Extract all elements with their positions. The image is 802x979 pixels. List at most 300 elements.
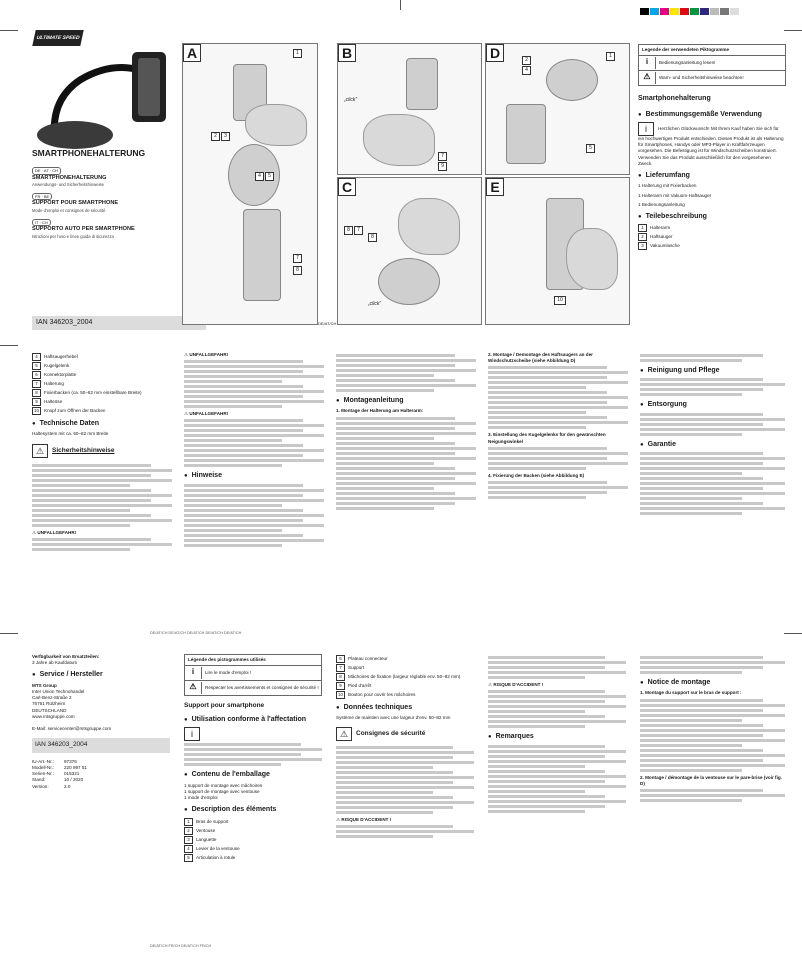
suction-cup-shape bbox=[37, 121, 113, 149]
text-line bbox=[32, 494, 172, 497]
text-line bbox=[488, 406, 628, 409]
text-line bbox=[184, 763, 281, 766]
holder-jaw-shape bbox=[138, 58, 160, 116]
fr-use-text bbox=[184, 727, 322, 741]
parts-number: 3 bbox=[184, 836, 193, 844]
text-line bbox=[336, 437, 434, 440]
parts-label: Haftsaugerhebel bbox=[44, 353, 78, 359]
text-line bbox=[640, 714, 785, 717]
cover-fr-title: SUPPORT POUR SMARTPHONE bbox=[32, 200, 119, 207]
meta-key: IU-Art.-Nr.: bbox=[32, 758, 54, 764]
text-line bbox=[184, 743, 301, 746]
text-line bbox=[640, 671, 742, 674]
text-line bbox=[336, 766, 433, 769]
suction-cup-illustration bbox=[378, 258, 440, 305]
fr-scope-heading: ● Contenu de l'emballage bbox=[184, 770, 322, 779]
text-line bbox=[184, 464, 282, 467]
text-line bbox=[488, 391, 607, 394]
text-line bbox=[640, 789, 763, 792]
text-line bbox=[488, 790, 585, 793]
parts-label: Fixierbacken (ca. 50–82 mm einstellbare Breite) bbox=[44, 389, 142, 395]
de-column-3 bbox=[336, 352, 476, 512]
text-line bbox=[184, 514, 324, 517]
text-line bbox=[336, 432, 476, 435]
text-line bbox=[640, 502, 763, 505]
meta-value: 220 997 51 bbox=[64, 765, 87, 771]
parts-item bbox=[32, 389, 172, 397]
text-line bbox=[488, 386, 586, 389]
parts-item bbox=[32, 371, 172, 379]
text-line bbox=[488, 810, 585, 813]
de-warranty-heading: ● Garantie bbox=[640, 440, 785, 449]
fr-column-3 bbox=[336, 654, 474, 840]
text-line bbox=[184, 375, 324, 378]
parts-item bbox=[336, 655, 474, 663]
text-line bbox=[336, 801, 474, 804]
text-line bbox=[640, 749, 763, 752]
fr-ian-band bbox=[32, 738, 170, 753]
text-line bbox=[640, 477, 763, 480]
callout-10: 10 bbox=[554, 296, 566, 305]
figure-c-click: „click“ bbox=[368, 301, 382, 307]
text-line bbox=[640, 719, 742, 722]
text-line bbox=[336, 497, 476, 500]
callout-7: 7 bbox=[438, 152, 447, 161]
legend-text: Respecter les avertissements et consignes de sécurité ! bbox=[205, 685, 319, 691]
text-line bbox=[336, 389, 434, 392]
text-line bbox=[640, 354, 763, 357]
text-line bbox=[488, 467, 586, 470]
text-line bbox=[488, 491, 607, 494]
parts-number: 1 bbox=[184, 818, 193, 826]
parts-item bbox=[184, 845, 322, 853]
text-line bbox=[184, 519, 303, 522]
spare-title: Verfügbarkeit von Ersatzteilen: bbox=[32, 654, 100, 659]
meta-value: 97376 bbox=[64, 758, 77, 764]
cover-de-title: SMARTPHONEHALTERUNG bbox=[32, 174, 107, 181]
figure-d bbox=[485, 43, 630, 175]
text-line bbox=[488, 715, 605, 718]
parts-item bbox=[638, 233, 786, 241]
legend-text: Lire le mode d'emploi ! bbox=[205, 670, 252, 676]
parts-label: Halterarm bbox=[650, 225, 671, 231]
text-line bbox=[184, 758, 322, 761]
text-line bbox=[184, 390, 324, 393]
text-line bbox=[640, 462, 763, 465]
parts-number: 6 bbox=[32, 371, 41, 379]
de-mount-step-2: 2. Montage / Demontage des Haftsaugers an der Windschutzscheibe (siehe Abbildung D) bbox=[488, 352, 593, 364]
product-photo bbox=[30, 40, 180, 155]
text-line bbox=[488, 452, 628, 455]
de-use-heading: ● Bestimmungsgemäße Verwendung bbox=[638, 110, 786, 119]
text-line bbox=[488, 770, 605, 773]
figure-b-click: „click“ bbox=[344, 97, 358, 103]
meta-value: 10 / 2020 bbox=[64, 777, 84, 783]
figure-d-label: D bbox=[486, 44, 504, 62]
parts-number: 9 bbox=[32, 398, 41, 406]
parts-item bbox=[638, 224, 786, 232]
crop-mark bbox=[0, 30, 18, 31]
text-line bbox=[640, 754, 785, 757]
text-line bbox=[488, 785, 626, 788]
text-line bbox=[336, 442, 455, 445]
text-line bbox=[336, 457, 476, 460]
de-product-title: Smartphonehalterung bbox=[638, 95, 711, 103]
email-link[interactable]: E-Mail: servicecenter@mtsgruppe.com bbox=[32, 725, 112, 731]
text-line bbox=[336, 806, 453, 809]
text-line bbox=[640, 428, 785, 431]
address-line: 76761 Rülzheim bbox=[32, 701, 66, 707]
callout-8: 8 bbox=[293, 266, 302, 275]
fr-mount-step-1: 1. Montage du support sur le bras de support : bbox=[640, 690, 742, 696]
hand-illustration bbox=[363, 114, 435, 166]
text-line bbox=[184, 748, 322, 751]
parts-item bbox=[184, 836, 322, 844]
text-line bbox=[184, 499, 324, 502]
holder-illustration bbox=[406, 58, 438, 110]
figure-e bbox=[485, 177, 630, 325]
parts-item bbox=[336, 691, 474, 699]
text-line bbox=[640, 759, 763, 762]
text-line bbox=[184, 370, 303, 373]
holder-closeup-illustration bbox=[243, 209, 281, 301]
text-line bbox=[640, 359, 742, 362]
text-line bbox=[640, 472, 742, 475]
warning-icon: ⚠ bbox=[185, 682, 202, 694]
swatch-gray-dark bbox=[720, 8, 729, 15]
de-parts-heading: ● Teilebeschreibung bbox=[638, 212, 786, 221]
de-parts-list bbox=[638, 224, 786, 250]
suction-cup-illustration bbox=[546, 59, 598, 101]
text-line bbox=[336, 417, 455, 420]
text-line bbox=[640, 704, 785, 707]
fr-danger-label: RISQUE D'ACCIDENT ! bbox=[341, 816, 392, 822]
de-safety-heading-row bbox=[32, 444, 172, 458]
text-line bbox=[336, 835, 433, 838]
hand-illustration bbox=[245, 104, 307, 146]
parts-label: Pied d'arrêt bbox=[348, 682, 372, 688]
figure-b bbox=[337, 43, 482, 175]
fr-legend bbox=[184, 654, 322, 696]
text-line bbox=[336, 472, 476, 475]
text-line bbox=[32, 464, 151, 467]
parts-item bbox=[32, 353, 172, 361]
text-line bbox=[184, 459, 324, 462]
fr-column-1 bbox=[32, 654, 170, 790]
text-line bbox=[336, 462, 434, 465]
parts-label: Articulation à rotule bbox=[196, 854, 236, 860]
fr-mount-step-2: 2. Montage / démontage de la ventouse sur le pare-brise (voir fig. D) bbox=[640, 774, 782, 786]
text-line bbox=[640, 452, 763, 455]
text-line bbox=[184, 419, 303, 422]
swatch-gray-light bbox=[730, 8, 739, 15]
text-line bbox=[336, 374, 434, 377]
text-line bbox=[488, 666, 605, 669]
text-line bbox=[640, 433, 742, 436]
cover-it-title: SUPPORTO AUTO PER SMARTPHONE bbox=[32, 226, 135, 233]
text-line bbox=[336, 487, 434, 490]
cover-it-subtitle: Istruzioni per l'uso e linee guida di sicurezza bbox=[32, 233, 114, 239]
parts-number: 8 bbox=[336, 673, 345, 681]
text-line bbox=[336, 502, 455, 505]
meta-key: Version: bbox=[32, 783, 49, 789]
text-line bbox=[336, 791, 433, 794]
text-line bbox=[32, 509, 130, 512]
text-line bbox=[336, 364, 455, 367]
text-line bbox=[184, 385, 303, 388]
text-line bbox=[640, 497, 742, 500]
legend-text: Warn- und Sicherheitshinweise beachten! bbox=[659, 75, 744, 81]
text-line bbox=[640, 661, 785, 664]
text-line bbox=[488, 725, 585, 728]
parts-label: Plateau connecteur bbox=[348, 655, 388, 661]
swatch-green bbox=[690, 8, 699, 15]
parts-label: Vakuumlasche bbox=[650, 243, 680, 249]
warning-icon: ⚠ bbox=[488, 682, 493, 687]
de-danger-label: UNFALLGEFAHR! bbox=[189, 352, 229, 357]
text-line bbox=[32, 469, 172, 472]
parts-item bbox=[336, 673, 474, 681]
parts-label: Kugelgelenk bbox=[44, 362, 70, 368]
parts-number: 4 bbox=[184, 845, 193, 853]
parts-item bbox=[638, 242, 786, 250]
text-line bbox=[640, 769, 742, 772]
website-link[interactable]: www.mtsgruppe.com bbox=[32, 713, 75, 719]
text-line bbox=[640, 709, 763, 712]
text-line bbox=[336, 422, 476, 425]
text-line bbox=[488, 755, 605, 758]
fr-column-2 bbox=[184, 654, 322, 863]
fr-column-5 bbox=[640, 654, 785, 804]
text-line bbox=[336, 781, 453, 784]
text-line bbox=[336, 825, 453, 828]
swatch-blue bbox=[700, 8, 709, 15]
callout-1: 1 bbox=[606, 52, 615, 61]
text-line bbox=[640, 799, 742, 802]
fr-remarks-heading: ● Remarques bbox=[488, 732, 626, 741]
callout-9: 9 bbox=[438, 162, 447, 171]
de-danger-row bbox=[184, 352, 324, 358]
text-line bbox=[488, 457, 607, 460]
text-line bbox=[640, 457, 785, 460]
text-line bbox=[488, 462, 628, 465]
text-line bbox=[640, 724, 763, 727]
de-legend-title: Legende der verwendeten Piktogramme bbox=[642, 47, 730, 52]
text-line bbox=[336, 507, 434, 510]
de-use-body: Herzlichen Glückwunsch! Mit Ihrem Kauf haben Sie sich für ein hochwertiges Produkt entschieden. Dieses Produkt ist als Halterung für Smartphones, Handys oder MP3-Player in Kraftfahrzeugen vorgesehen. Die Befestigung ist für Windschutzscheiben konstruiert. Verwenden Sie das Produkt ausschließlich für den vorgesehenen Zweck. bbox=[638, 126, 784, 166]
parts-number: 5 bbox=[32, 362, 41, 370]
text-line bbox=[488, 376, 607, 379]
text-line bbox=[32, 489, 151, 492]
parts-number: 1 bbox=[638, 224, 647, 232]
figure-c-label: C bbox=[338, 178, 356, 196]
text-line bbox=[184, 429, 303, 432]
parts-number: 3 bbox=[638, 242, 647, 250]
text-line bbox=[488, 745, 605, 748]
figure-b-label: B bbox=[338, 44, 356, 62]
parts-number: 7 bbox=[336, 664, 345, 672]
text-line bbox=[640, 744, 742, 747]
text-line bbox=[488, 416, 607, 419]
de-scope-heading: ● Lieferumfang bbox=[638, 171, 786, 180]
text-line bbox=[640, 739, 785, 742]
text-line bbox=[640, 487, 763, 490]
callout-5: 5 bbox=[265, 172, 274, 181]
text-line bbox=[488, 695, 626, 698]
text-line bbox=[184, 449, 324, 452]
text-line bbox=[488, 765, 585, 768]
swatch-gray bbox=[710, 8, 719, 15]
text-line bbox=[488, 381, 628, 384]
cover-ian-band bbox=[32, 316, 206, 330]
text-line bbox=[184, 494, 303, 497]
fr-scope-item: 1 support de montage avec mâchoires bbox=[184, 782, 263, 788]
fr-mount-heading: ● Notice de montage bbox=[640, 678, 785, 687]
text-line bbox=[488, 421, 628, 424]
text-line bbox=[32, 504, 172, 507]
text-line bbox=[640, 378, 763, 381]
text-line bbox=[488, 396, 628, 399]
text-line bbox=[488, 775, 626, 778]
parts-label: Languette bbox=[196, 836, 217, 842]
text-line bbox=[488, 750, 626, 753]
fr-scope-item: 1 mode d'emploi bbox=[184, 795, 218, 801]
parts-number: 10 bbox=[336, 691, 345, 699]
parts-label: Knopf zum Öffnen der Backen bbox=[44, 407, 106, 413]
cover-de-subtitle: Anwendungs- und Sicherheitshinweise bbox=[32, 182, 104, 188]
service-heading: ● Service / Hersteller bbox=[32, 670, 170, 679]
text-line bbox=[640, 734, 763, 737]
de-tech-heading: ● Technische Daten bbox=[32, 419, 172, 428]
parts-label: Levier de la ventouse bbox=[196, 845, 240, 851]
text-line bbox=[32, 514, 151, 517]
de-danger-label: UNFALLGEFAHR! bbox=[37, 529, 77, 535]
de-mount-heading: ● Montageanleitung bbox=[336, 396, 476, 405]
parts-item bbox=[184, 854, 322, 862]
text-line bbox=[336, 796, 453, 799]
text-line bbox=[488, 710, 585, 713]
callout-7: 7 bbox=[293, 254, 302, 263]
callout-5: 5 bbox=[586, 144, 595, 153]
legend-row bbox=[639, 55, 785, 70]
address-line: Inter Union Technohandel bbox=[32, 689, 85, 694]
parts-label: Konnektorplatte bbox=[44, 371, 77, 377]
text-line bbox=[32, 538, 151, 541]
text-line bbox=[640, 413, 763, 416]
de-mount-step-1: 1. Montage der Halterung am Halterarm: bbox=[336, 408, 424, 414]
parts-label: Halterung bbox=[44, 380, 64, 386]
parts-label: Mâchoires de fixation (largeur réglable env. 50–82 mm) bbox=[348, 673, 461, 679]
fr-column-4 bbox=[488, 654, 626, 815]
callout-8: 8 bbox=[368, 233, 377, 242]
text-line bbox=[488, 481, 607, 484]
brand-logo-text: ULTIMATE SPEED bbox=[35, 35, 81, 41]
callout-8: 8 bbox=[344, 226, 353, 235]
fr-ian: IAN 346203_2004 bbox=[35, 741, 88, 749]
cover-fr-subtitle: Mode d'emploi et consignes de sécurité bbox=[32, 208, 106, 214]
text-line bbox=[336, 477, 455, 480]
parts-label: Bouton pour ouvrir les mâchoires bbox=[348, 691, 416, 697]
text-line bbox=[336, 751, 474, 754]
text-line bbox=[184, 380, 282, 383]
callout-2: 2 bbox=[522, 56, 531, 65]
fr-elements-list bbox=[184, 818, 322, 862]
parts-item bbox=[32, 398, 172, 406]
text-line bbox=[640, 729, 785, 732]
warning-icon: ⚠ bbox=[336, 816, 341, 822]
text-line bbox=[488, 411, 586, 414]
de-safety-heading: Sicherheitshinweise bbox=[52, 446, 115, 454]
text-line bbox=[184, 544, 282, 547]
parts-number: 9 bbox=[336, 682, 345, 690]
text-line bbox=[32, 474, 151, 477]
info-icon: i bbox=[184, 727, 200, 741]
text-line bbox=[336, 482, 476, 485]
text-line bbox=[336, 756, 453, 759]
warning-icon: ⚠ bbox=[336, 727, 352, 741]
text-line bbox=[184, 509, 303, 512]
callout-7: 7 bbox=[354, 226, 363, 235]
text-line bbox=[336, 369, 476, 372]
text-line bbox=[336, 746, 453, 749]
text-line bbox=[640, 467, 785, 470]
text-line bbox=[488, 371, 628, 374]
fr-safety-heading: Consignes de sécurité bbox=[356, 729, 426, 737]
text-line bbox=[32, 519, 172, 522]
text-line bbox=[184, 360, 303, 363]
de-intro-column bbox=[638, 44, 786, 251]
text-line bbox=[32, 524, 130, 527]
text-line bbox=[640, 507, 785, 510]
text-line bbox=[184, 444, 303, 447]
text-line bbox=[488, 760, 626, 763]
info-icon: i bbox=[639, 57, 656, 69]
callout-4: 4 bbox=[255, 172, 264, 181]
text-line bbox=[336, 379, 455, 382]
de-scope-item: 1 Bedienungsanleitung bbox=[638, 201, 685, 207]
fr-safety-heading-row bbox=[336, 727, 474, 741]
swatch-red bbox=[680, 8, 689, 15]
text-line bbox=[336, 359, 476, 362]
parts-label: Ventouse bbox=[196, 827, 216, 833]
meta-row bbox=[32, 784, 170, 790]
de-column-2 bbox=[184, 352, 324, 549]
legend-row bbox=[185, 665, 321, 680]
meta-key: Stand: bbox=[32, 777, 46, 783]
text-line bbox=[488, 676, 585, 679]
text-line bbox=[32, 484, 130, 487]
text-line bbox=[488, 366, 607, 369]
text-line bbox=[336, 811, 433, 814]
text-line bbox=[336, 830, 474, 833]
de-mount-step-3: 3. Einstellung des Kugelgelenks für den gewünschten Neigungswinkel bbox=[488, 432, 606, 444]
fr-legend-title: Légende des pictogrammes utilisés bbox=[188, 657, 266, 662]
fr-danger-row bbox=[488, 682, 626, 688]
fr-use-heading: ● Utilisation conforme à l'affectation bbox=[184, 715, 322, 724]
parts-number: 5 bbox=[184, 854, 193, 862]
text-line bbox=[184, 439, 282, 442]
company-name: MTS Group bbox=[32, 682, 57, 688]
parts-item bbox=[336, 682, 474, 690]
text-line bbox=[488, 795, 605, 798]
text-line bbox=[488, 705, 626, 708]
text-line bbox=[184, 424, 324, 427]
parts-number: 7 bbox=[32, 380, 41, 388]
text-line bbox=[488, 720, 626, 723]
parts-item bbox=[336, 664, 474, 672]
parts-item bbox=[184, 818, 322, 826]
text-line bbox=[640, 383, 785, 386]
